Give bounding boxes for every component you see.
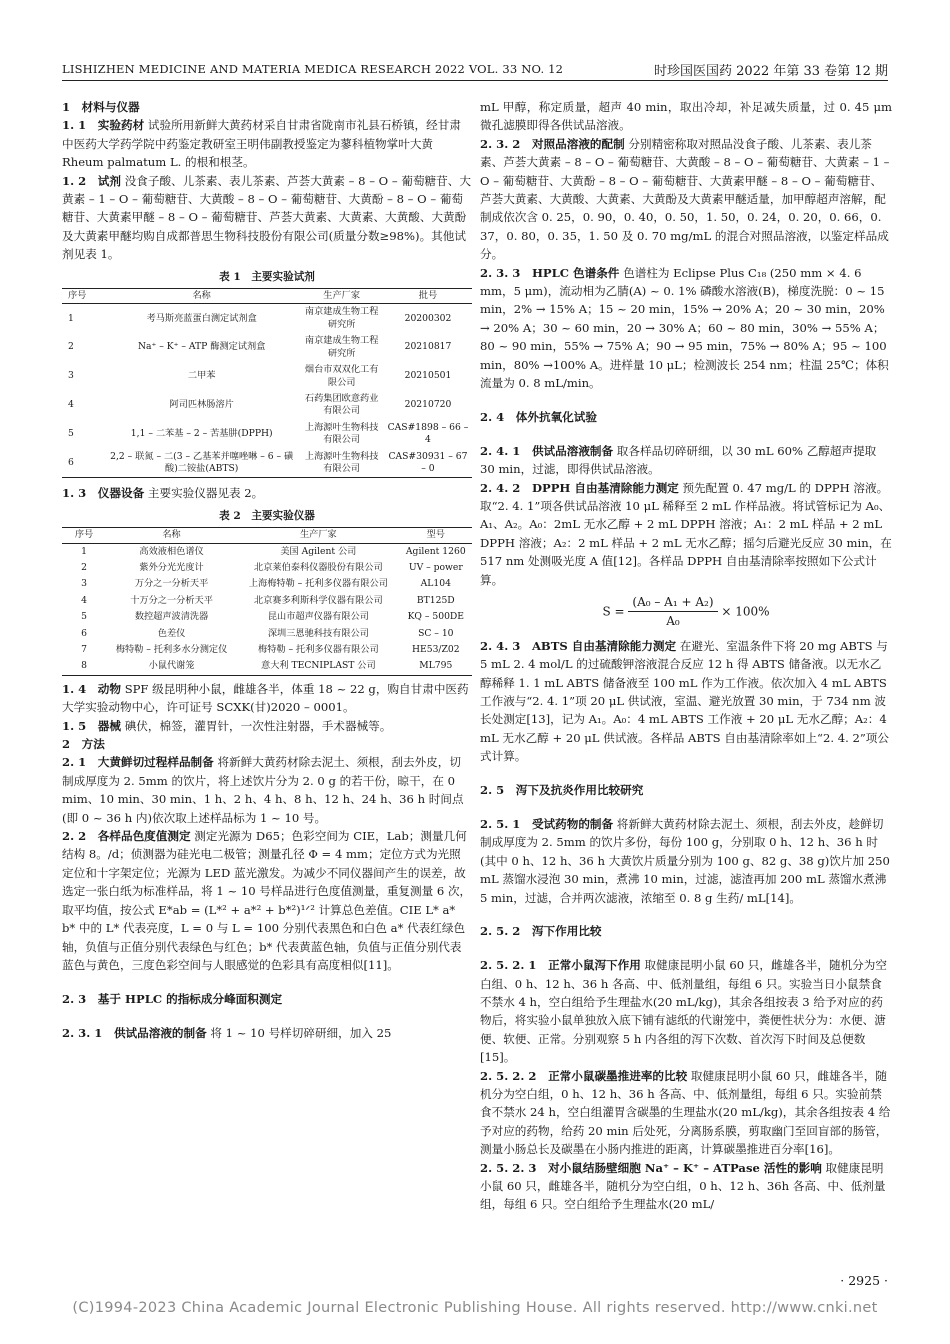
subsection-2-3-title: 2. 3 基于 HPLC 的指标成分峰面积测定	[62, 991, 283, 1006]
table-cell: 3	[81, 578, 87, 590]
table-2-row	[62, 543, 472, 560]
table-cell: 2,2 – 联氮 – 二(3 – 乙基苯并噻唑啉 – 6 – 磺酸)二铵盐(ABTS)	[110, 450, 294, 474]
table-cell: 3	[68, 370, 74, 382]
text-1-5: 碘伏，棉签，灌胃针，一次性注射器，手术器械等。	[124, 718, 392, 733]
table-1-row	[62, 304, 472, 333]
table-cell: HE53/Z02	[412, 644, 460, 655]
table-cell: 梅特勒 – 托利多仪器有限公司	[258, 644, 379, 655]
table-cell: 石药集团欧意药业有限公司	[304, 392, 379, 417]
table-cell: 上海梅特勒 – 托利多仪器有限公司	[248, 578, 388, 590]
table-1-header: 序号	[68, 290, 87, 302]
text-2-1: 将新鲜大黄药材除去泥土、须根，刮去外皮，切制成厚度为 2. 5mm 的饮片，将上述饮片分为 2. 0 g 的若干份，晾干，在 0 mim、10 min、30 min、1 h、2 h、4 h、8 h、12 h、24 h、36 h 时间点(即 0 ~ 36 h 内)依次取上述样品标为 1 ~ 10 号。	[62, 755, 464, 825]
table-cell: UV – power	[408, 561, 463, 573]
scavenging-formula	[480, 593, 892, 631]
subsection-2-3-2-title: 2. 3. 2 对照品溶液的配制	[480, 136, 625, 151]
table-2-header: 名称	[162, 529, 181, 541]
table-cell: 20200302	[404, 312, 452, 324]
table-1-header: 生产厂家	[323, 290, 361, 302]
table-2-row	[62, 626, 472, 642]
table-cell: SC – 10	[418, 627, 454, 639]
table-cell: Agilent 1260	[405, 545, 466, 557]
text-2-4-3: 在避光、室温条件下将 20 mg ABTS 与 5 mL 2. 4 mol/L 的过硫酸钾溶液混合反应 12 h 得 ABTS 储备液。以无水乙醇稀释 1. 1 mL ABTS 储备液至 100 mL 作为工作液。依次加入 4 mL ABTS 工作液与“2. 4. 1”项 20 μL 供试液，室温、避光放置 30 min，于 734 nm 波长处测定[13]，记为 A₁。A₀：4 mL ABTS 工作液 + 20 μL 无水乙醇；A₂：4 mL 无水乙醇 + 20 μL 供试液。各样品 ABTS 自由基清除率如上“2. 4. 2”项公式计算。	[480, 638, 889, 764]
table-cell: 北京莱伯泰科仪器股份有限公司	[254, 561, 383, 573]
subsection-1-1-title: 1. 1 实验药材	[62, 118, 145, 133]
subsection-2-3-1-title: 2. 3. 1 供试品溶液的制备	[62, 1025, 207, 1040]
subsection-2-2-title: 2. 2 各样品色度值测定	[62, 829, 191, 844]
table-cell: 阿司匹林肠溶片	[169, 399, 234, 411]
journal-title-en: LISHIZHEN MEDICINE AND MATERIA MEDICA RESEARCH 2022 VOL. 33 NO. 12	[62, 62, 564, 76]
table-cell: 4	[81, 594, 87, 606]
text-2-3-1: 将 1 ~ 10 号样切碎研细，加入 25	[210, 1025, 392, 1040]
table-cell: 十万分之一分析天平	[130, 594, 213, 606]
right-column	[480, 98, 892, 1214]
section-2-title: 2 方法	[62, 737, 105, 752]
table-cell: ML795	[419, 660, 453, 672]
table-1-row	[62, 333, 472, 362]
text-2-5-1: 将新鲜大黄药材除去泥土、须根，刮去外皮，趁鲜切制成厚度为 2. 5mm 的饮片多份，每份 100 g，分别取 0 h、12 h、36 h 时(其中 0 h、12 h、36 h 大黄饮片质量分别为 100 g、82 g、38 g)饮片加 250 mL 蒸馏水浸泡 30 min，煮沸 10 min，过滤，滤渣再加 200 mL 蒸馏水煮沸 5 min，过滤，合并两次滤液，浓缩至 0. 8 g 生药/ mL[14]。	[480, 816, 890, 905]
subsection-1-3-title: 1. 3 仪器设备	[62, 486, 145, 501]
table-cell: 6	[68, 456, 74, 468]
table-cell: Na⁺ – K⁺ – ATP 酶测定试剂盒	[137, 341, 266, 353]
table-cell: 2	[68, 341, 74, 353]
table-cell: 万分之一分析天平	[134, 578, 209, 590]
formula-numerator: (A₀ – A₁ + A₂)	[628, 593, 717, 612]
subsection-2-3-3-title: 2. 3. 3 HPLC 色谱条件	[480, 265, 620, 280]
table-cell: 南京建成生物工程研究所	[304, 335, 379, 359]
table-cell: 紫外分光光度计	[139, 561, 204, 573]
text-2-5-2-2: 取健康昆明小鼠 60 只，雌雄各半，随机分为空白组，0 h、12 h、36 h 各高、中、低剂量组，每组 6 只。实验前禁食不禁水 24 h，空白组灌胃含碳墨的生理盐水(20 mL/kg)，其余各组按表 4 给予对应的药物，给药 20 min 后处死，分离肠系膜，剪取幽门至回盲部的肠管，测量小肠总长及碳墨在小肠内推进的距离，计算碳墨推进百分率[16]。	[480, 1068, 891, 1157]
left-column	[62, 98, 472, 1042]
formula-lhs: S =	[602, 604, 625, 619]
table-cell: 1	[68, 312, 74, 324]
formula-denominator: A₀	[666, 614, 680, 629]
subsection-2-5-2-1-title: 2. 5. 2. 1 正常小鼠泻下作用	[480, 958, 641, 973]
copyright-footer: (C)1994-2023 China Academic Journal Electronic Publishing House. All rights reserved. http://www.cnki.net	[72, 1300, 878, 1316]
table-2-row	[62, 642, 472, 658]
table-cell: 考马斯亮蓝蛋白测定试剂盒	[146, 312, 257, 324]
table-cell: 5	[81, 611, 87, 623]
table-cell: CAS#1898 – 66 – 4	[387, 421, 469, 446]
text-2-2: 测定光源为 D65；色彩空间为 CIE，Lab；测量几何结构 8。/d；侦测器为硅光电二极管；测量孔径 Φ = 4 mm；定位方式为光照定位和十字架定位；光源为 LED 蓝光激发。为减少不同仪器间产生的误差，故选定一张白纸为标准样品，将 1 ~ 10 号样品进行色度值测量，重复测量 6 次，取平均值，按公式 E*ab = (L*² + a*² + b*²)¹ᐟ² 计算总色差值。CIE L* a* b* 中的 L* 代表亮度，L = 0 与 L = 100 分别代表黑色和白色 a* 代表红绿色轴，负值与正值分别代表绿色与红色；b* 代表黄蓝色轴，负值与正值分别代表蓝色与黄色，三度色彩空间与人眼感觉的色彩具有高度相似[11]。	[62, 829, 472, 972]
subsection-2-4-title: 2. 4 体外抗氧化试验	[480, 409, 597, 424]
table-cell: 20210720	[404, 399, 452, 411]
table-cell: 梅特勒 – 托利多水分测定仪	[115, 644, 228, 655]
subsection-2-5-title: 2. 5 泻下及抗炎作用比较研究	[480, 783, 644, 798]
table-cell: 数控超声波清洗器	[134, 611, 209, 623]
table-2-row	[62, 560, 472, 576]
table-cell: 6	[81, 627, 87, 639]
table-1-row	[62, 449, 472, 478]
table-1-row	[62, 362, 472, 391]
table-2-header: 生产厂家	[299, 529, 337, 541]
table-1-reagents	[62, 288, 472, 478]
table-cell: 高效液相色谱仪	[139, 545, 204, 557]
running-header	[62, 58, 888, 81]
formula-fraction	[628, 593, 717, 631]
section-1-title: 1 材料与仪器	[62, 100, 140, 114]
subsection-1-2-title: 1. 2 试剂	[62, 173, 121, 188]
subsection-2-4-3-title: 2. 4. 3 ABTS 自由基清除能力测定	[480, 638, 677, 653]
table-1-body	[62, 304, 472, 478]
table-cell: 北京赛多利斯科学仪器有限公司	[254, 594, 383, 606]
table-cell: 深圳三恩驰科技有限公司	[267, 627, 369, 639]
text-2-5-2-1: 取健康昆明小鼠 60 只，雌雄各半，随机分为空白组、0 h、12 h、36 h 各高、中、低剂量组，每组 6 只。实验当日小鼠禁食不禁水 4 h，空白组给予生理盐水(20 mL/kg)，其余各组按表 3 给予对应的药物后，将实验小鼠单独放入底下铺有滤纸的代谢笼中，粪便性状分为：水便、溏便、软便、正常。分别观察 5 h 内各组的泻下次数、首次泻下时间及总便数[15]。	[480, 958, 887, 1065]
table-2-header: 序号	[74, 529, 94, 541]
table-cell: 南京建成生物工程研究所	[304, 306, 379, 330]
table-1-row	[62, 391, 472, 420]
subsection-2-5-2-2-title: 2. 5. 2. 2 正常小鼠碳墨推进率的比较	[480, 1068, 688, 1083]
table-cell: 美国 Agilent 公司	[280, 545, 357, 557]
table-cell: CAS#30931 – 67 – 0	[388, 450, 468, 474]
subsection-2-4-1-title: 2. 4. 1 供试品溶液制备	[480, 443, 614, 458]
table-2-caption: 表 2 主要实验仪器	[219, 509, 315, 522]
table-cell: 色差仪	[157, 627, 186, 639]
subsection-2-5-2-3-title: 2. 5. 2. 3 对小鼠结肠壁细胞 Na⁺ – K⁺ – ATPase 活性的影响	[480, 1160, 822, 1175]
subsection-2-5-2-title: 2. 5. 2 泻下作用比较	[480, 924, 602, 939]
table-cell: 20210817	[404, 341, 452, 353]
table-cell: 意大利 TECNIPLAST 公司	[261, 660, 376, 672]
text-1-2: 没食子酸、儿茶素、表儿茶素、芦荟大黄素 – 8 – O – 葡萄糖苷、大黄素 – 1 – O – 葡萄糖苷、大黄酸 – 8 – O – 葡萄糖苷、大黄酚 – 8 – O – 葡萄糖苷、大黄素甲醚 – 8 – O – 葡萄糖苷、芦荟大黄素、大黄素、大黄酸、大黄酚及大黄素甲醚均购自成都普思生物科技股份有限公司(质量分数≥98%)。其他试剂见表 1。	[62, 173, 471, 262]
text-2-5-2-3: 取健康昆明小鼠 60 只，雌雄各半，随机分为空白组，0 h、12 h、36h 各高、中、低剂量组，每组 6 只。空白组给予生理盐水(20 mL/	[480, 1160, 886, 1212]
page-number: · 2925 ·	[840, 1273, 888, 1288]
table-cell: KQ – 500DE	[407, 611, 465, 623]
table-2-row	[62, 609, 472, 625]
table-2-row	[62, 593, 472, 609]
text-2-3-3: 色谱柱为 Eclipse Plus C₁₈ (250 mm × 4. 6 mm，5 μm)，流动相为乙腈(A) ~ 0. 1% 磷酸水溶液(B)，梯度洗脱：0 ~ 15 min，2% → 15% A；15 ~ 20 min，15% → 20% A；20 ~ 30 min，20% → 20% A；30 ~ 60 min，20 → 30% A；60 ~ 80 min，30% → 55% A；80 ~ 90 min，55% → 75% A；90 → 95 min，75% → 80% A；95 ~ 100 min，80% →100% A。进样量 10 μL；检测波长 254 nm；柱温 25℃；体积流量为 0. 8 mL/min。	[480, 265, 889, 391]
text-1-1: 试验所用新鲜大黄药材采自甘肃省陇南市礼县石桥镇，经甘肃中医药大学药学院中药鉴定教研室王明伟副教授鉴定为蓼科植物掌叶大黄 Rheum palmatum L. 的根和根茎。	[62, 118, 461, 170]
table-cell: 二甲苯	[187, 370, 216, 382]
table-1-caption: 表 1 主要实验试剂	[219, 270, 315, 283]
text-2-4-2: 预先配置 0. 47 mg/L 的 DPPH 溶液。取“2. 4. 1”项各供试品溶液 10 μL 稀释至 2 mL 作样品液。将试管标记为 A₀、A₁、A₂。A₀：2mL 无水乙醇 + 2 mL DPPH 溶液；A₁：2 mL 样品 + 2 mL DPPH 溶液；A₂：2 mL 样品 + 2 mL 无水乙醇；摇匀后避光反应 30 min，在 517 nm 处测吸光度 A 值[12]。各样品 DPPH 自由基清除率按照如下公式计算。	[480, 480, 892, 587]
text-1-4: SPF 级昆明种小鼠，雌雄各半，体重 18 ~ 22 g，购自甘肃中医药大学实验动物中心，许可证号 SCXK(甘)2020 – 0001。	[62, 681, 469, 715]
table-1-row	[62, 420, 472, 449]
text-2-3-2: 分别精密称取对照品没食子酸、儿茶素、表儿茶素、芦荟大黄素 – 8 – O – 葡萄糖苷、大黄酸 – 8 – O – 葡萄糖苷、大黄素 – 1 – O – 葡萄糖苷、大黄酚 – 8 – O – 葡萄糖苷、大黄素甲醚 – 8 – O – 葡萄糖苷、芦荟大黄素、大黄酸、大黄素、大黄酚及大黄素甲醚适量，加甲醇超声溶解，配制成依次含 0. 25，0. 90，0. 40，0. 50，1. 50，0. 24，0. 20，0. 66，0. 37，0. 80，0. 35，1. 50 及 0. 70 mg/mL 的混合对照品溶液，以鉴定样品成分。	[480, 136, 890, 262]
table-2-row	[62, 576, 472, 592]
table-cell: 上海源叶生物科技有限公司	[304, 450, 379, 474]
text-2-4-1: 取各样品切碎研细，以 30 mL 60% 乙醇超声提取 30 min，过滤，即得供试品溶液。	[480, 443, 877, 477]
table-cell: 2	[81, 561, 87, 573]
journal-title-cn: 时珍国医国药 2022 年第 33 卷第 12 期	[654, 64, 888, 79]
table-cell: 8	[81, 660, 87, 672]
subsection-2-1-title: 2. 1 大黄鲜切过程样品制备	[62, 755, 214, 770]
table-2-row	[62, 658, 472, 675]
table-1-header: 名称	[192, 290, 211, 302]
table-cell: 烟台市双双化工有限公司	[304, 364, 379, 388]
table-2-instruments	[62, 527, 472, 676]
table-cell: 昆山市超声仪器有限公司	[267, 611, 369, 623]
table-cell: 小鼠代谢笼	[148, 660, 195, 672]
text-1-3: 主要实验仪器见表 2。	[147, 486, 264, 501]
subsection-1-5-title: 1. 5 器械	[62, 718, 121, 733]
subsection-2-4-2-title: 2. 4. 2 DPPH 自由基清除能力测定	[480, 480, 679, 495]
formula-rhs: × 100%	[721, 604, 770, 619]
table-cell: 1	[81, 545, 87, 557]
table-cell: BT125D	[416, 594, 455, 606]
table-2-body	[62, 543, 472, 675]
table-cell: 1,1 – 二苯基 – 2 – 苦基肼(DPPH)	[130, 427, 273, 439]
table-cell: 5	[68, 427, 74, 439]
table-cell: 7	[81, 644, 87, 655]
table-cell: 20210501	[404, 370, 452, 382]
table-2-header: 型号	[426, 529, 445, 541]
subsection-2-5-1-title: 2. 5. 1 受试药物的制备	[480, 816, 614, 831]
table-1-header: 批号	[418, 290, 438, 302]
table-cell: 上海源叶生物科技有限公司	[304, 421, 379, 446]
paragraph-continued: mL 甲醇，称定质量，超声 40 min，取出冷却，补足减失质量，过 0. 45 μm 微孔滤膜即得各供试品溶液。	[480, 100, 892, 133]
table-cell: AL104	[420, 578, 451, 590]
table-cell: 4	[68, 399, 74, 411]
subsection-1-4-title: 1. 4 动物	[62, 681, 121, 696]
